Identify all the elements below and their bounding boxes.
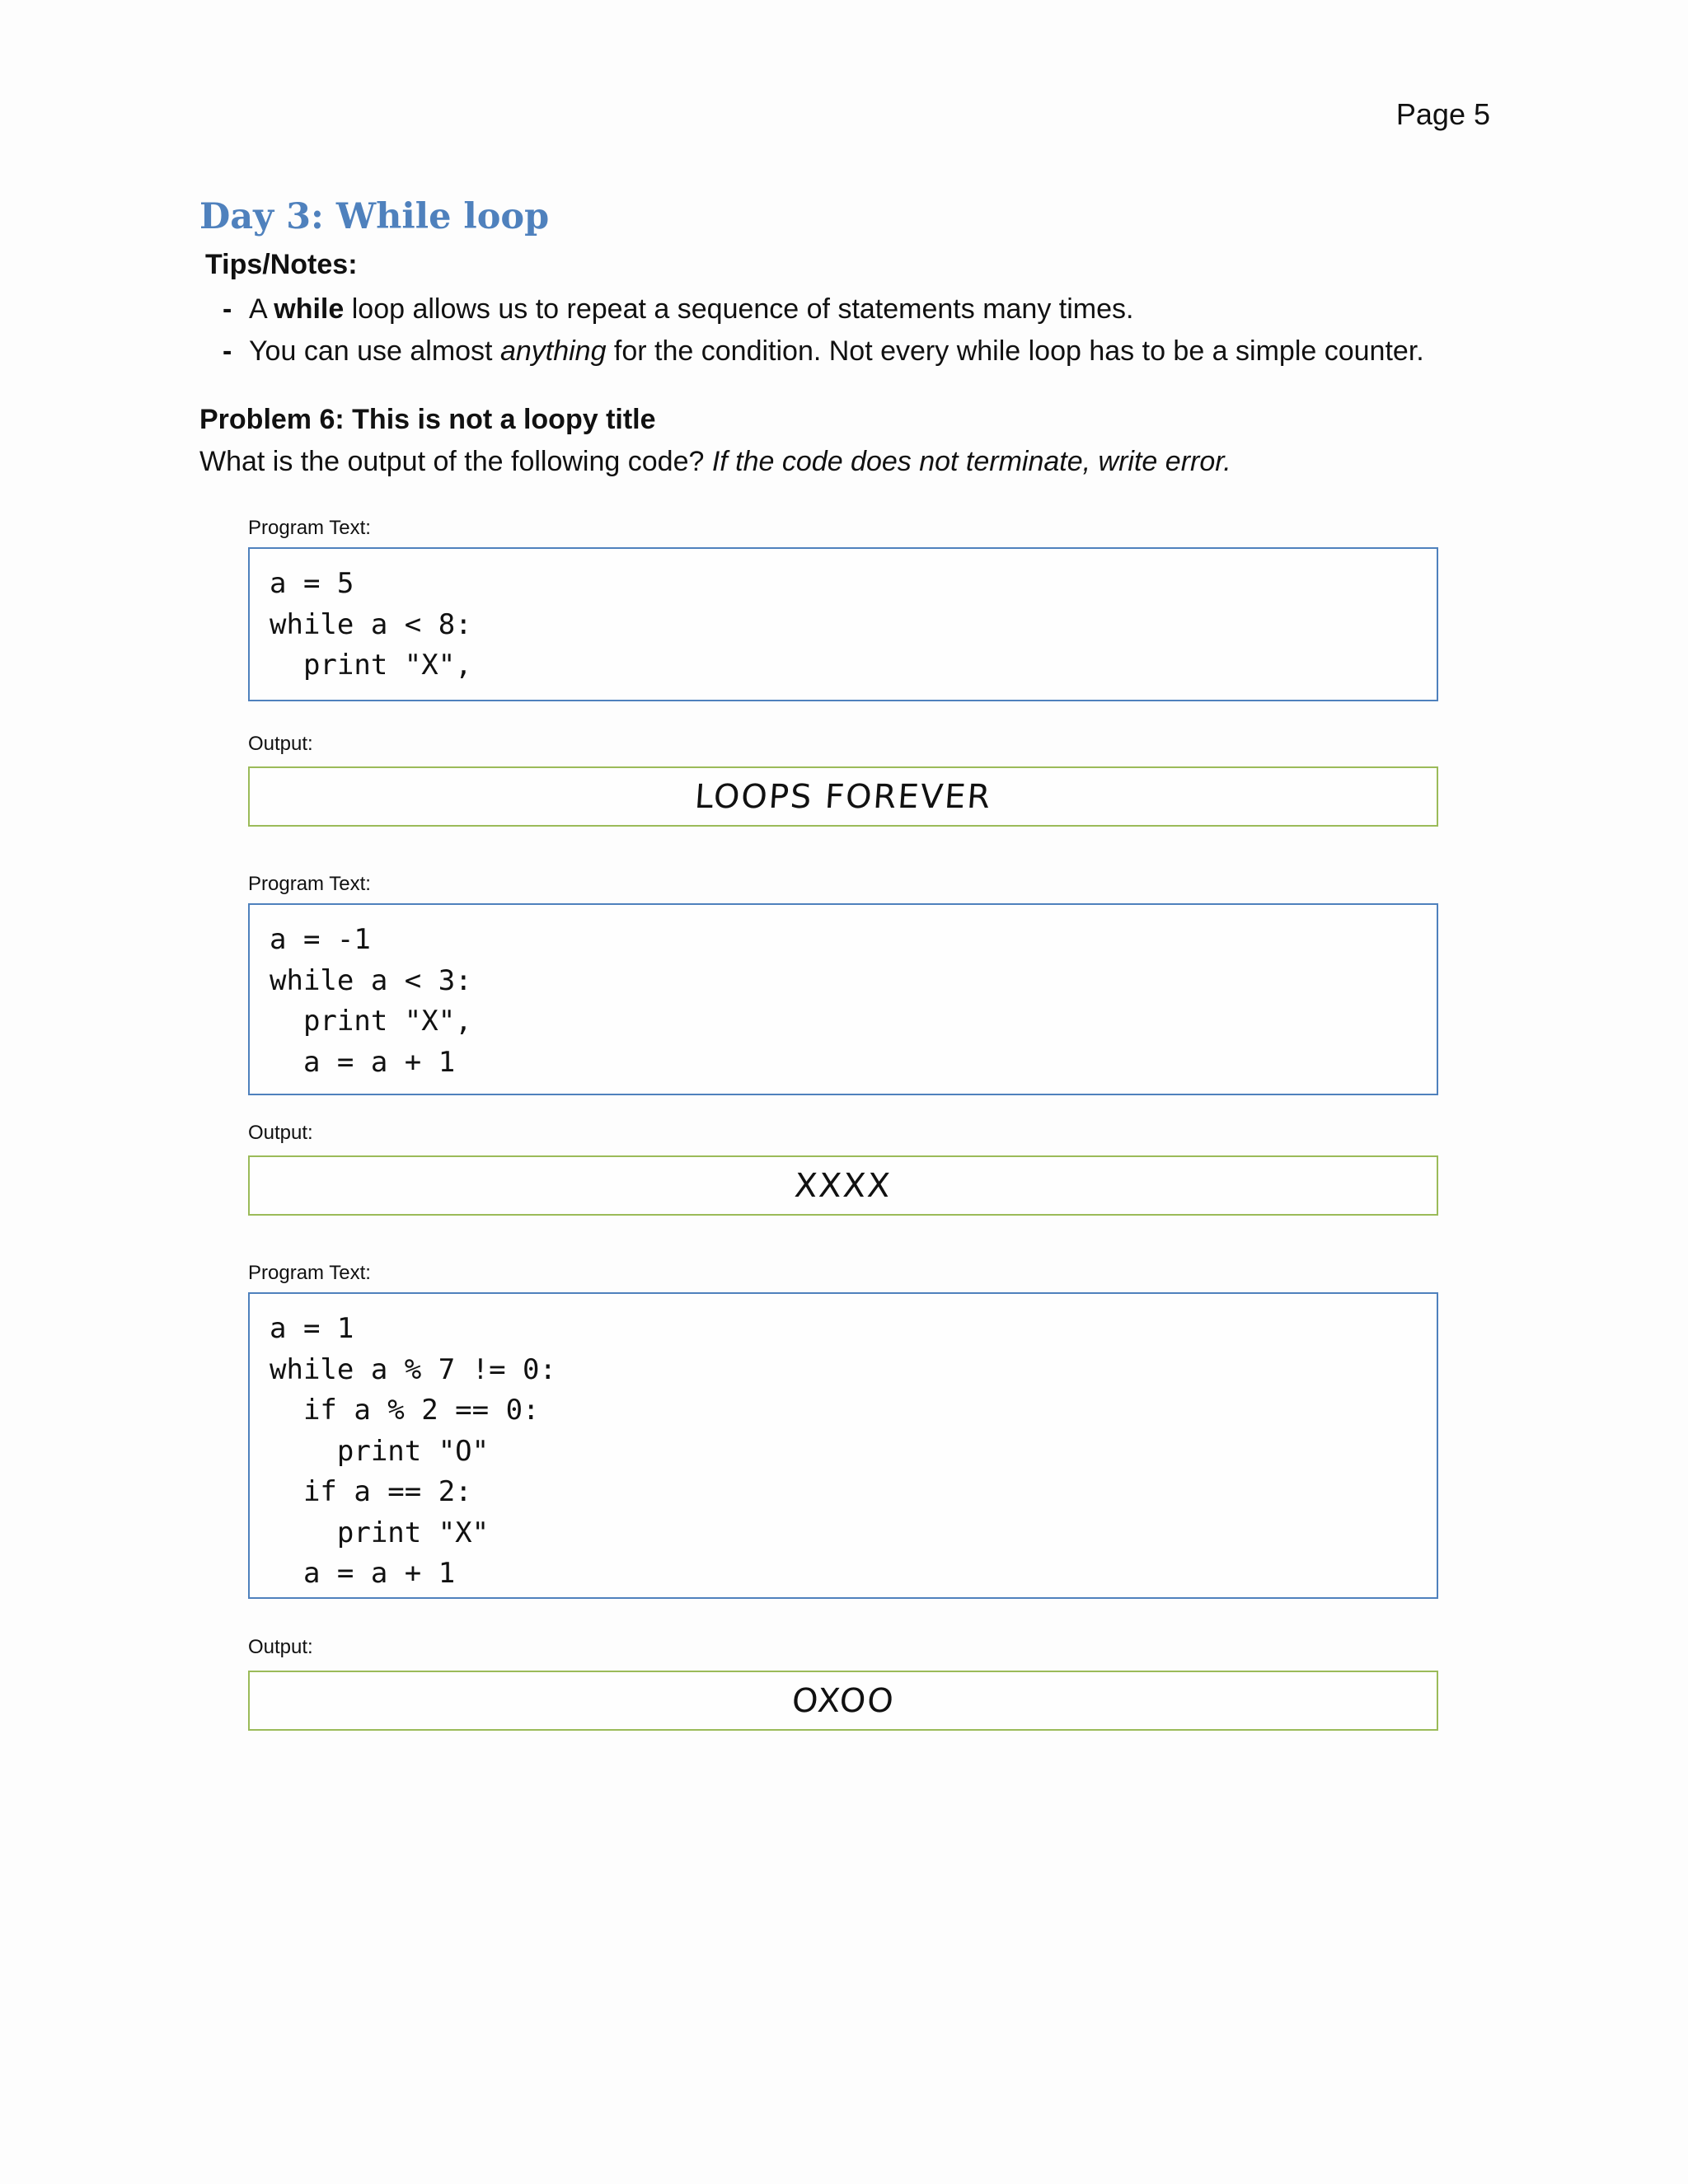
output-answer-box[interactable] [248, 1671, 1438, 1731]
tips-heading: Tips/Notes: [205, 249, 358, 280]
tips-list [223, 288, 1424, 373]
program-text-box [248, 547, 1438, 701]
program-text-label: Program Text: [248, 1262, 371, 1284]
output-answer-box[interactable] [248, 1155, 1438, 1216]
code-line: while a % 7 != 0: [270, 1352, 556, 1386]
tip-item [223, 330, 1424, 373]
output-answer: LOOPS FOREVER [693, 777, 993, 816]
code-line: while a < 8: [270, 607, 472, 641]
code-line: print "X", [270, 649, 472, 682]
tip-bold-keyword: while [274, 293, 345, 325]
output-label: Output: [248, 1636, 313, 1658]
code-line: if a % 2 == 0: [270, 1394, 540, 1427]
tip-text: You can use almost [249, 335, 500, 367]
tip-text: for the condition. Not every while loop has to be a simple counter. [606, 335, 1424, 367]
bullet-dash: - [223, 335, 232, 367]
output-answer: XXXX [793, 1166, 893, 1205]
code-line: a = a + 1 [270, 1557, 456, 1590]
code-line: print "O" [270, 1434, 490, 1468]
section-title: Day 3: While loop [199, 196, 550, 237]
code-line: a = 5 [270, 567, 354, 600]
output-answer-box[interactable] [248, 766, 1438, 827]
tip-text: loop allows us to repeat a sequence of statements many times. [344, 293, 1134, 325]
problem-question [199, 446, 1231, 478]
code-line: a = -1 [270, 923, 371, 956]
program-text-label: Program Text: [248, 517, 371, 539]
question-text: What is the output of the following code? [199, 446, 712, 477]
question-note: If the code does not terminate, write error. [711, 446, 1231, 477]
code-line: print "X" [270, 1516, 490, 1549]
code-line: if a == 2: [270, 1475, 472, 1508]
code-line: a = 1 [270, 1312, 354, 1345]
code-line: a = a + 1 [270, 1045, 456, 1079]
code-line: print "X", [270, 1005, 472, 1038]
problem-title: Problem 6: This is not a loopy title [199, 404, 656, 435]
tip-item [223, 288, 1424, 330]
tip-italic-word: anything [499, 335, 607, 367]
bullet-dash: - [223, 293, 232, 325]
output-answer: OXOO [790, 1681, 896, 1720]
output-label: Output: [248, 733, 313, 755]
page-number: Page 5 [1395, 97, 1490, 131]
program-text-label: Program Text: [248, 873, 371, 895]
code-line: while a < 3: [270, 963, 472, 997]
tip-text: A [249, 293, 274, 325]
program-text-box [248, 903, 1438, 1095]
program-text-box [248, 1292, 1438, 1599]
output-label: Output: [248, 1122, 313, 1144]
